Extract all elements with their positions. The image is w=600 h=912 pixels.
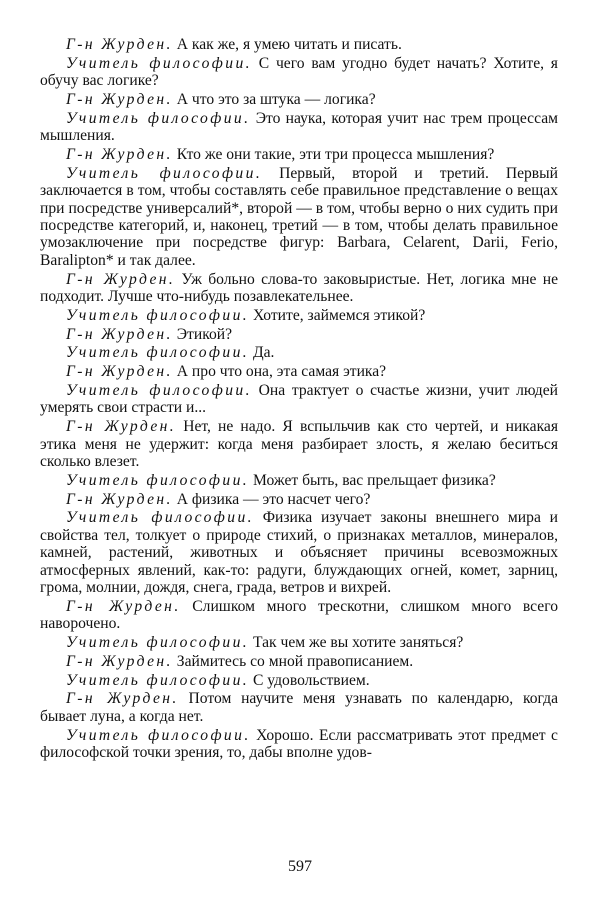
speaker-name: Учитель философии.	[66, 382, 252, 400]
speaker-name: Учитель философии.	[66, 671, 250, 689]
dialogue-line	[40, 672, 558, 689]
line-text: Кто же они такие, эти три процесса мышления?	[176, 146, 495, 163]
dialogue-line	[40, 91, 558, 108]
line-text: С удовольствием.	[252, 671, 370, 689]
line-text: А физика — это насчет чего?	[176, 490, 371, 508]
dialogue-line	[40, 363, 558, 380]
speaker-name: Г-н Журден.	[66, 36, 173, 53]
dialogue-line	[40, 110, 558, 145]
line-text: Нет, не надо. Я вспыльчив как сто чертей, и никакая этика меня не удержит: когда меня разбирает злость, я желаю беситься сколько влезет.	[40, 418, 559, 471]
line-text: Займитесь со мной правописанием.	[176, 652, 414, 670]
dialogue-line	[40, 307, 558, 324]
dialogue-line	[40, 271, 558, 306]
speaker-name: Г-н Журден.	[66, 652, 173, 670]
dialogue-line	[40, 598, 558, 633]
dialogue-line	[40, 165, 558, 269]
line-text: Хорошо. Если рассматривать этот предмет с философской точки зрения, то, дабы вполне удов-	[40, 726, 558, 762]
line-text: Потом научите меня узнавать по календарю, когда бывает луна, а когда нет.	[40, 690, 559, 725]
line-text: Слишком много трескотни, слишком много всего наворочено.	[40, 597, 558, 633]
line-text: Этикой?	[176, 325, 233, 343]
speaker-name: Г-н Журден.	[66, 325, 173, 343]
speaker-name: Учитель философии.	[66, 344, 250, 362]
speaker-name: Г-н Журден.	[66, 146, 173, 163]
speaker-name: Г-н Журден.	[66, 270, 176, 288]
speaker-name: Учитель философии.	[66, 306, 250, 324]
line-text: С чего вам угодно будет начать? Хотите, я обучу вас логике?	[40, 54, 558, 90]
speaker-name: Учитель философии.	[66, 471, 250, 489]
dialogue-line	[40, 55, 558, 90]
line-text: Хотите, займемся этикой?	[252, 306, 426, 324]
page-body	[40, 36, 558, 763]
speaker-name: Г-н Журден.	[66, 490, 173, 508]
page-number: 597	[288, 858, 312, 875]
line-text: Может быть, вас прельщает физика?	[252, 471, 496, 489]
dialogue-line	[40, 491, 558, 508]
dialogue-line	[40, 653, 558, 670]
line-text: А про что она, эта самая этика?	[176, 363, 387, 381]
dialogue-line	[40, 634, 558, 651]
speaker-name: Учитель философии.	[66, 54, 252, 72]
speaker-name: Г-н Журден.	[66, 418, 177, 436]
line-text: А как же, я умею читать и писать.	[176, 36, 402, 53]
dialogue-line	[40, 690, 558, 725]
speaker-name: Г-н Журден.	[66, 91, 173, 108]
line-text: Уж больно слова-то заковыристые. Нет, логика мне не подходит. Лучше что-нибудь позавлекательнее.	[40, 270, 558, 306]
speaker-name: Учитель философии.	[66, 164, 263, 182]
line-text: А что это за штука — логика?	[176, 91, 376, 108]
speaker-name: Учитель философии.	[66, 726, 251, 744]
dialogue-line	[40, 418, 558, 470]
line-text: Она трактует о счастье жизни, учит людей умерять свои страсти и...	[40, 382, 558, 417]
line-text: Первый, второй и третий. Первый заключается в том, чтобы составлять себе правильное представление о вещах при посредстве универсалий*, второй — в том, чтобы верно о них судить при посредстве категорий, и, наконец, третий — в том, чтобы делать правильное умозаключение при посредстве фигур: Barbara, Celarent, Darii, Ferio, Baralipton* и так далее.	[40, 164, 558, 269]
speaker-name: Учитель философии.	[66, 634, 250, 652]
dialogue-line	[40, 326, 558, 343]
dialogue-line	[40, 382, 558, 417]
speaker-name: Г-н Журден.	[66, 597, 181, 615]
line-text: Физика изучает законы внешнего мира и свойства тел, толкует о природе стихий, о признаках металлов, минералов, камней, растений, животных и объясняет причины всевозможных атмосферных явлений, как-то: радуги, блуждающих огней, комет, зарниц, грома, молнии, дождя, снега, града, ветров и вихрей.	[40, 509, 558, 597]
speaker-name: Учитель философии.	[66, 509, 254, 527]
speaker-name: Г-н Журден.	[66, 363, 173, 381]
dialogue-line	[40, 36, 558, 53]
line-text: Это наука, которая учит нас трем процессам мышления.	[40, 109, 558, 145]
dialogue-line	[40, 472, 558, 489]
line-text: Да.	[252, 344, 275, 362]
speaker-name: Г-н Журден.	[66, 690, 179, 708]
line-text: Так чем же вы хотите заняться?	[252, 634, 464, 652]
dialogue-line	[40, 727, 558, 762]
dialogue-line	[40, 344, 558, 361]
dialogue-line	[40, 146, 558, 163]
speaker-name: Учитель философии.	[66, 109, 251, 127]
dialogue-line	[40, 509, 558, 596]
